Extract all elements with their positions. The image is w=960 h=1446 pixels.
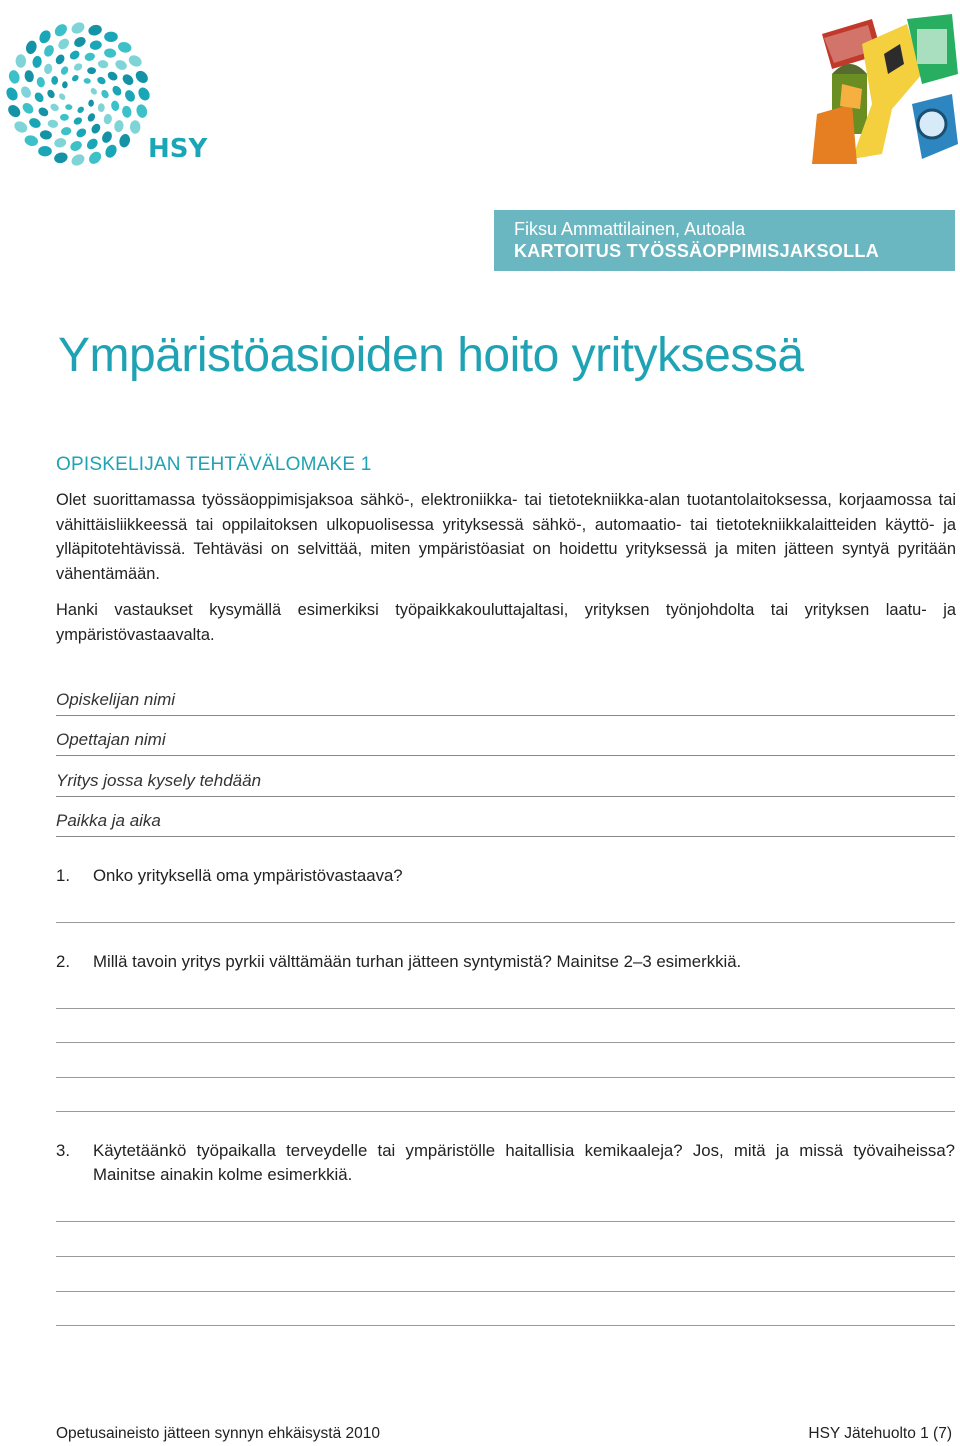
logo-petal [111, 84, 124, 97]
logo-petal [103, 113, 113, 125]
question-text: Onko yrityksellä oma ympäristövastaava? [93, 866, 403, 885]
teacher-name-field[interactable] [56, 730, 955, 756]
logo-petal [19, 85, 33, 100]
logo-petal [46, 88, 56, 99]
logo-petal [89, 87, 98, 96]
logo-petal [117, 41, 133, 55]
header-banner [494, 210, 955, 271]
logo-petal [23, 134, 39, 148]
logo-petal [72, 35, 87, 49]
logo-petal [38, 146, 52, 156]
logo-petal [104, 48, 117, 59]
logo-petal [70, 20, 87, 36]
logo-petal [75, 127, 88, 140]
logo-petal [118, 133, 132, 149]
logo-petal [27, 116, 42, 130]
logo-petal [20, 101, 35, 116]
answer-line[interactable] [56, 1077, 955, 1078]
logo-text: HSY [148, 134, 208, 164]
place-time-field[interactable] [56, 811, 955, 837]
field-label: Paikka ja aika [56, 811, 161, 830]
company-field[interactable] [56, 771, 955, 797]
logo-petal [60, 126, 72, 136]
footer-left: Opetusaineisto jätteen synnyn ehkäisystä 2010 [56, 1425, 380, 1442]
logo-petal [83, 78, 91, 84]
instructions-paragraph: Hanki vastaukset kysymällä esimerkiksi työpaikkakouluttajaltasi, yrityksen työnjohdolta tai yrityksen laatu- ja ympäristövastaavalta. [56, 601, 956, 644]
logo-petal [56, 36, 71, 51]
logo-petal [33, 91, 46, 104]
logo-petal [43, 63, 53, 75]
logo-petal [89, 40, 102, 51]
logo-petal [100, 130, 114, 145]
field-label: Opettajan nimi [56, 730, 166, 749]
logo-petal [123, 88, 137, 103]
hsy-logo [0, 12, 215, 172]
logo-petal [4, 86, 20, 103]
field-label: Opiskelijan nimi [56, 690, 176, 709]
logo-petal [12, 119, 29, 135]
logo-petal [114, 120, 125, 133]
logo-petal [133, 68, 150, 85]
logo-petal [136, 86, 152, 103]
logo-petal [58, 92, 67, 101]
logo-petal [73, 62, 84, 72]
logo-petal [16, 54, 26, 68]
logo-petal [110, 100, 120, 112]
student-name-field[interactable] [56, 690, 955, 716]
logo-petal [96, 75, 107, 85]
answer-line[interactable] [56, 1325, 955, 1326]
logo-petal [97, 59, 109, 69]
logo-petal [121, 105, 132, 118]
question-number: 2. [56, 952, 70, 971]
logo-petal [49, 102, 60, 112]
answer-line[interactable] [56, 1042, 955, 1043]
logo-petal [51, 76, 58, 85]
electrician-clipart-icon [812, 14, 958, 164]
logo-petal [39, 130, 52, 141]
logo-petal [32, 55, 43, 68]
logo-petal [70, 152, 87, 168]
logo-petal [85, 136, 100, 151]
banner-title: KARTOITUS TYÖSSÄOPPIMISJAKSOLLA [514, 241, 880, 261]
question-2 [56, 950, 955, 974]
question-number: 3. [56, 1141, 70, 1160]
logo-petal [25, 39, 39, 55]
logo-petal [69, 139, 84, 153]
question-text: Millä tavoin yritys pyrkii välttämään turhan jätteen syntymistä? Mainitse 2–3 esimerkkiä. [93, 952, 742, 971]
intro-paragraph: Olet suorittamassa työssäoppimisjaksoa sähkö-, elektroniikka- tai tietotekniikka-alan tuotantolaitoksessa, korjaamossa tai vähittäisliikkeessä tai oppilaitoksen ulkopuolisessa yrityksessä sähkö-, automaatio- tai tietotekniikkalaitteiden käyttö- ja ylläpitotehtävissä. Tehtäväsi on selvittää, miten ympäristöasiat on hoidettu yrityksessä ja miten jätteen syntyä pyritään vähentämään. [56, 491, 956, 583]
page-title: Ympäristöasioiden hoito yrityksessä [58, 329, 804, 382]
logo-petal [37, 106, 50, 118]
logo-petal [76, 105, 85, 114]
logo-petal [98, 103, 105, 112]
logo-petal [88, 99, 94, 107]
logo-petal [87, 149, 104, 166]
logo-petal [6, 103, 23, 120]
logo-petal [7, 69, 21, 85]
logo-petal [71, 74, 80, 83]
footer-page-number: HSY Jätehuolto 1 (7) [808, 1425, 952, 1442]
answer-line[interactable] [56, 1256, 955, 1257]
logo-petal [60, 114, 69, 121]
answer-line[interactable] [56, 1111, 955, 1112]
logo-petal [87, 23, 103, 37]
section-heading: OPISKELIJAN TEHTÄVÄLOMAKE 1 [56, 454, 372, 475]
question-text: Käytetäänkö työpaikalla terveydelle tai ympäristölle haitallisia kemikaaleja? Jos, mitä ja missä työvaiheissa? Mainitse ainakin kolme esimerkkiä. [93, 1141, 955, 1184]
question-1 [56, 864, 955, 888]
logo-petal [68, 49, 81, 62]
logo-petal [87, 67, 96, 74]
logo-petal [90, 122, 102, 135]
answer-line[interactable] [56, 1008, 955, 1009]
logo-petal [53, 151, 69, 165]
logo-petal [104, 32, 118, 42]
logo-petal [53, 137, 66, 148]
logo-petal [37, 28, 53, 45]
logo-petal [24, 69, 35, 82]
field-label: Yritys jossa kysely tehdään [56, 771, 262, 790]
logo-petal [106, 70, 119, 82]
logo-petal [86, 112, 96, 123]
logo-petal [65, 104, 73, 110]
logo-petal [62, 81, 68, 89]
logo-petal [100, 89, 110, 100]
answer-line[interactable] [56, 1291, 955, 1292]
logo-petal [127, 53, 144, 69]
logo-petal [114, 58, 129, 72]
logo-petal [130, 120, 140, 134]
logo-petal [120, 72, 135, 87]
question-number: 1. [56, 866, 70, 885]
question-3 [56, 1139, 955, 1187]
banner-subtitle: Fiksu Ammattilainen, Autoala [514, 219, 746, 239]
logo-petal [52, 22, 69, 39]
logo-petal [36, 76, 46, 88]
logo-petal [42, 43, 56, 58]
logo-petal [84, 52, 96, 62]
logo-petal [54, 53, 66, 66]
logo-petal [103, 143, 119, 160]
answer-line[interactable] [56, 1221, 955, 1222]
answer-line[interactable] [56, 922, 955, 923]
logo-petal [59, 65, 69, 76]
logo-petal [47, 119, 59, 129]
logo-petal [72, 116, 83, 126]
logo-petal [135, 103, 149, 119]
